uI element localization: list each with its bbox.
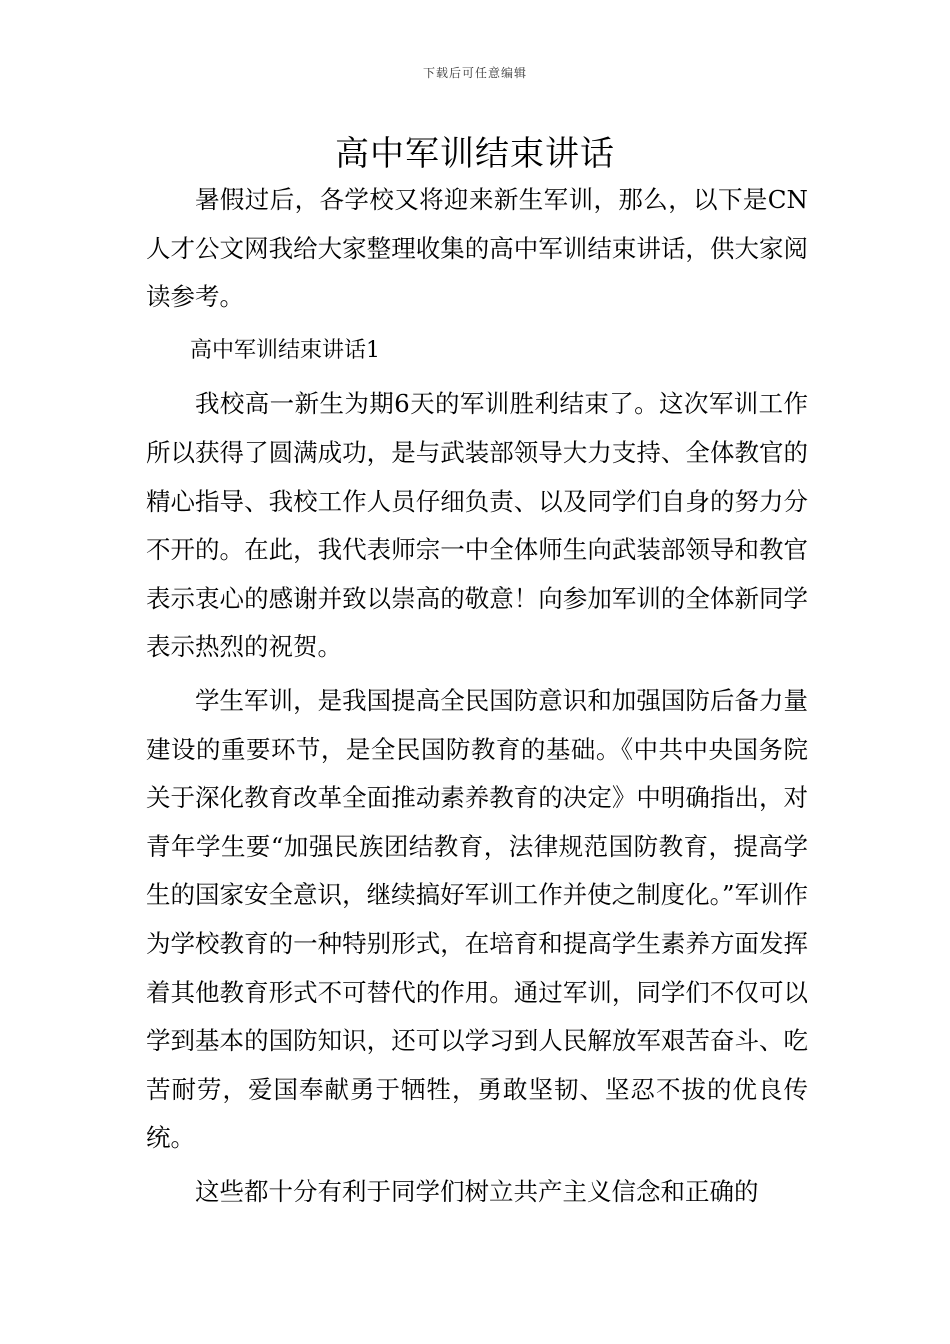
body-paragraph: 我校高一新生为期6天的军训胜利结束了。这次军训工作所以获得了圆满成功，是与武装部领导大力支持、全体教官的精心指导、我校工作人员仔细负责、以及同学们自身的努力分不开的。在此，我代表师宗一中全体师生向武装部领导和教官表示衷心的感谢并致以崇高的敬意！向参加军训的全体新同学表示热烈的祝贺。: [146, 389, 808, 662]
body-paragraph: 学生军训，是我国提高全民国防意识和加强国防后备力量建设的重要环节，是全民国防教育的基础。《中共中央国务院关于深化教育改革全面推动素养教育的决定》中明确指出，对青年学生要“加强民族团结教育，法律规范国防教育，提高学生的国家安全意识，继续搞好军训工作并使之制度化。”军训作为学校教育的一种特别形式，在培育和提高学生素养方面发挥着其他教育形式不可替代的作用。通过军训，同学们不仅可以学到基本的国防知识，还可以学习到人民解放军艰苦奋斗、吃苦耐劳，爱国奉献勇于牺牲，勇敢坚韧、坚忍不拔的优良传统。: [146, 685, 808, 1153]
document-body: [146, 176, 808, 1216]
document-title: 高中军训结束讲话: [335, 134, 615, 174]
section-heading: 高中军训结束讲话1: [190, 337, 380, 363]
body-paragraph: 这些都十分有利于同学们树立共产主义信念和正确的: [195, 1176, 759, 1206]
header-note: 下载后可任意编辑: [422, 66, 527, 80]
intro-paragraph: 暑假过后，各学校又将迎来新生军训，那么，以下是CN人才公文网我给大家整理收集的高中军训结束讲话，供大家阅读参考。: [146, 185, 808, 312]
